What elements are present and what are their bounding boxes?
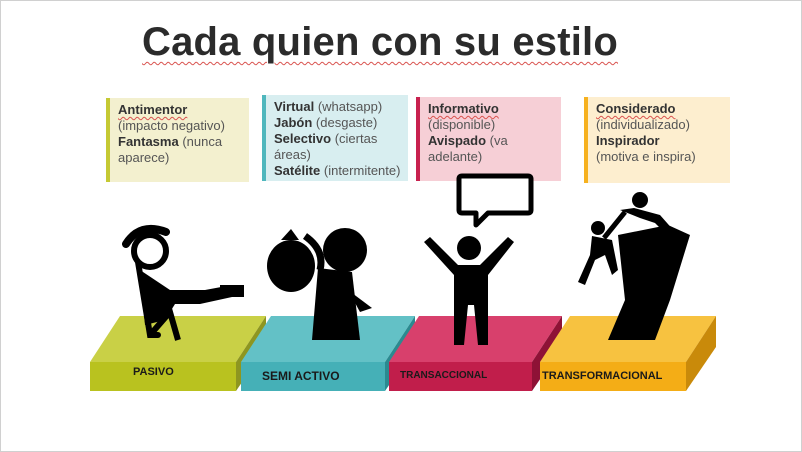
card-semiactivo-desc-1: (whatsapp) <box>317 99 383 114</box>
platform-label-pasivo: PASIVO <box>133 366 174 378</box>
card-semiactivo-desc-2: (desgaste) <box>315 115 378 130</box>
slide-title: Cada quien con su estilo <box>142 20 618 64</box>
card-semiactivo-term-2: Jabón <box>274 115 313 130</box>
card-semiactivo-term-3: Selectivo <box>274 131 332 146</box>
card-transaccional-term-1: Informativo <box>428 101 499 116</box>
card-semiactivo-term-1: Virtual <box>274 99 315 114</box>
card-semiactivo-desc-4: (intermitente) <box>323 163 401 178</box>
card-pasivo-desc-2: (nunca aparece) <box>118 134 223 165</box>
card-semiactivo-term-4: Satélite <box>274 163 321 178</box>
card-pasivo-term-1: Antimentor <box>118 102 188 117</box>
platform-label-semiactivo: SEMI ACTIVO <box>262 369 340 383</box>
card-transaccional-desc-2: (va adelante) <box>428 133 508 164</box>
card-transaccional-term-2: Avispado <box>428 133 487 148</box>
platform-label-transformacional: TRANSFORMACIONAL <box>542 370 663 382</box>
card-transformacional-term-2: Inspirador <box>596 133 660 148</box>
card-pasivo-term-2: Fantasma <box>118 134 179 149</box>
card-pasivo-desc-1: (impacto negativo) <box>118 118 225 133</box>
card-transaccional-desc-1: (disponible) <box>428 117 496 132</box>
platform-label-transaccional: TRANSACCIONAL <box>400 370 488 381</box>
card-transformacional-desc-1: (individualizado) <box>596 117 690 132</box>
card-transformacional-desc-2: (motiva e inspira) <box>596 149 696 164</box>
card-transformacional-term-1: Considerado <box>596 101 676 116</box>
card-semiactivo-desc-3: (ciertas áreas) <box>274 131 378 162</box>
platform-pasivo <box>90 316 266 391</box>
